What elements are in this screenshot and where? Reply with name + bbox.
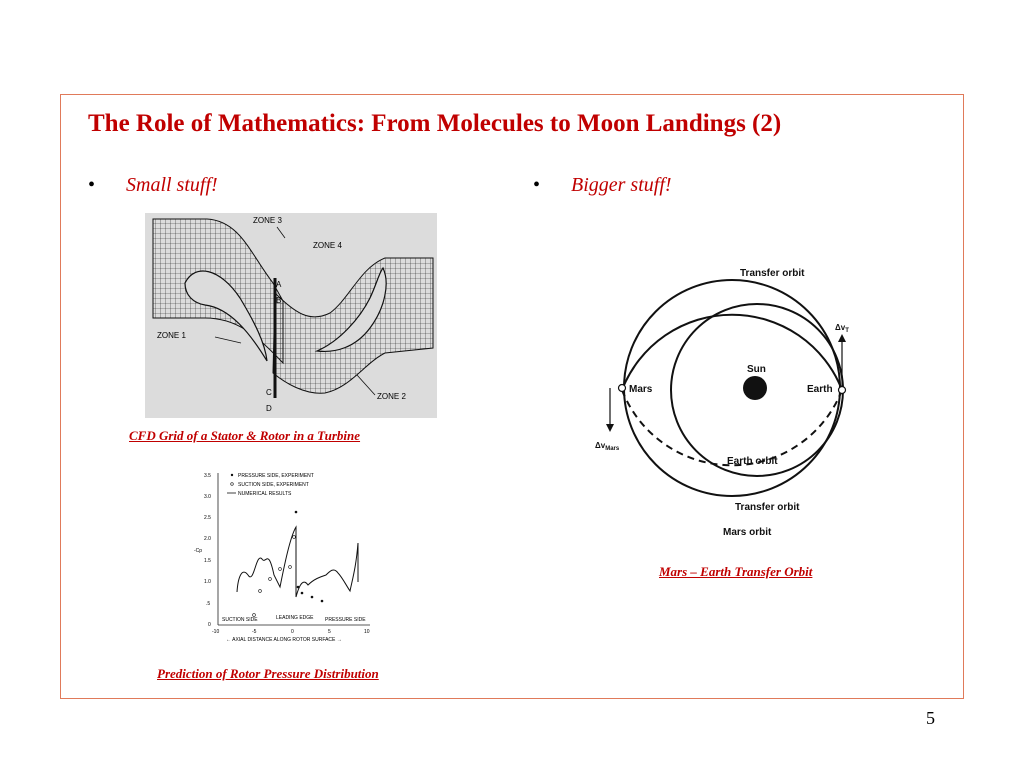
bullet-glyph: • bbox=[88, 174, 96, 196]
mars-label: Mars bbox=[629, 384, 653, 395]
earth-label: Earth bbox=[807, 384, 833, 395]
point-d-label: D bbox=[266, 404, 272, 413]
x-tick-label: 0 bbox=[291, 629, 294, 635]
x-tick-label: 10 bbox=[364, 629, 370, 635]
slide-title: The Role of Mathematics: From Molecules to Moon Landings (2) bbox=[88, 110, 782, 137]
y-tick-label: 3.5 bbox=[204, 473, 211, 479]
legend-pressure-side: PRESSURE SIDE, EXPERIMENT bbox=[238, 473, 314, 479]
page-number: 5 bbox=[926, 708, 935, 728]
transfer-orbit-top-label: Transfer orbit bbox=[740, 268, 805, 279]
y-tick-label: 1.5 bbox=[204, 558, 211, 564]
zone1-label: ZONE 1 bbox=[157, 331, 186, 340]
pressure-plot-image bbox=[190, 467, 375, 642]
zone2-label: ZONE 2 bbox=[377, 392, 406, 401]
bullet-small-stuff-text: Small stuff! bbox=[126, 174, 218, 196]
delta-v-mars-label: $\Delta v_{Mars}$ bbox=[595, 441, 620, 452]
region-suction-label: SUCTION SIDE bbox=[222, 617, 258, 623]
earth-orbit-label: Earth orbit bbox=[727, 456, 778, 467]
orbit-diagram bbox=[585, 250, 875, 540]
x-axis-label: ← AXIAL DISTANCE ALONG ROTOR SURFACE → bbox=[226, 637, 342, 642]
cfd-grid-caption: CFD Grid of a Stator & Rotor in a Turbine bbox=[129, 428, 361, 443]
point-b-label: B bbox=[276, 296, 282, 305]
point-c-label: C bbox=[266, 388, 272, 397]
pressure-plot-caption: Prediction of Rotor Pressure Distribution bbox=[157, 666, 379, 681]
y-tick-label: 0 bbox=[208, 622, 211, 628]
delta-v-transfer-label: $\Delta v_T$ bbox=[835, 323, 849, 334]
y-tick-label: 1.0 bbox=[204, 579, 211, 585]
region-pressure-label: PRESSURE SIDE bbox=[325, 617, 366, 623]
y-axis-label: -Cp bbox=[194, 548, 203, 554]
bullet-bigger-stuff-text: Bigger stuff! bbox=[571, 174, 672, 196]
legend-numerical: NUMERICAL RESULTS bbox=[238, 491, 292, 497]
transfer-orbit-bottom-label: Transfer orbit bbox=[735, 502, 800, 513]
x-tick-label: -5 bbox=[252, 629, 257, 635]
bullet-glyph: • bbox=[533, 174, 541, 196]
x-tick-label: -10 bbox=[212, 629, 220, 635]
y-tick-label: 2.5 bbox=[204, 515, 211, 521]
cfd-grid-image bbox=[145, 213, 437, 418]
y-tick-label: 2.0 bbox=[204, 536, 211, 542]
mars-orbit-label: Mars orbit bbox=[723, 527, 772, 538]
y-tick-label: .5 bbox=[206, 601, 211, 607]
zone3-label: ZONE 3 bbox=[253, 216, 282, 225]
orbit-caption: Mars – Earth Transfer Orbit bbox=[659, 564, 813, 579]
y-tick-label: 3.0 bbox=[204, 494, 211, 500]
sun-label: Sun bbox=[747, 364, 766, 375]
point-a-label: A bbox=[276, 280, 282, 289]
legend-suction-side: SUCTION SIDE, EXPERIMENT bbox=[238, 482, 309, 488]
region-leading-label: LEADING EDGE bbox=[276, 615, 314, 621]
x-tick-label: 5 bbox=[328, 629, 331, 635]
zone4-label: ZONE 4 bbox=[313, 241, 342, 250]
